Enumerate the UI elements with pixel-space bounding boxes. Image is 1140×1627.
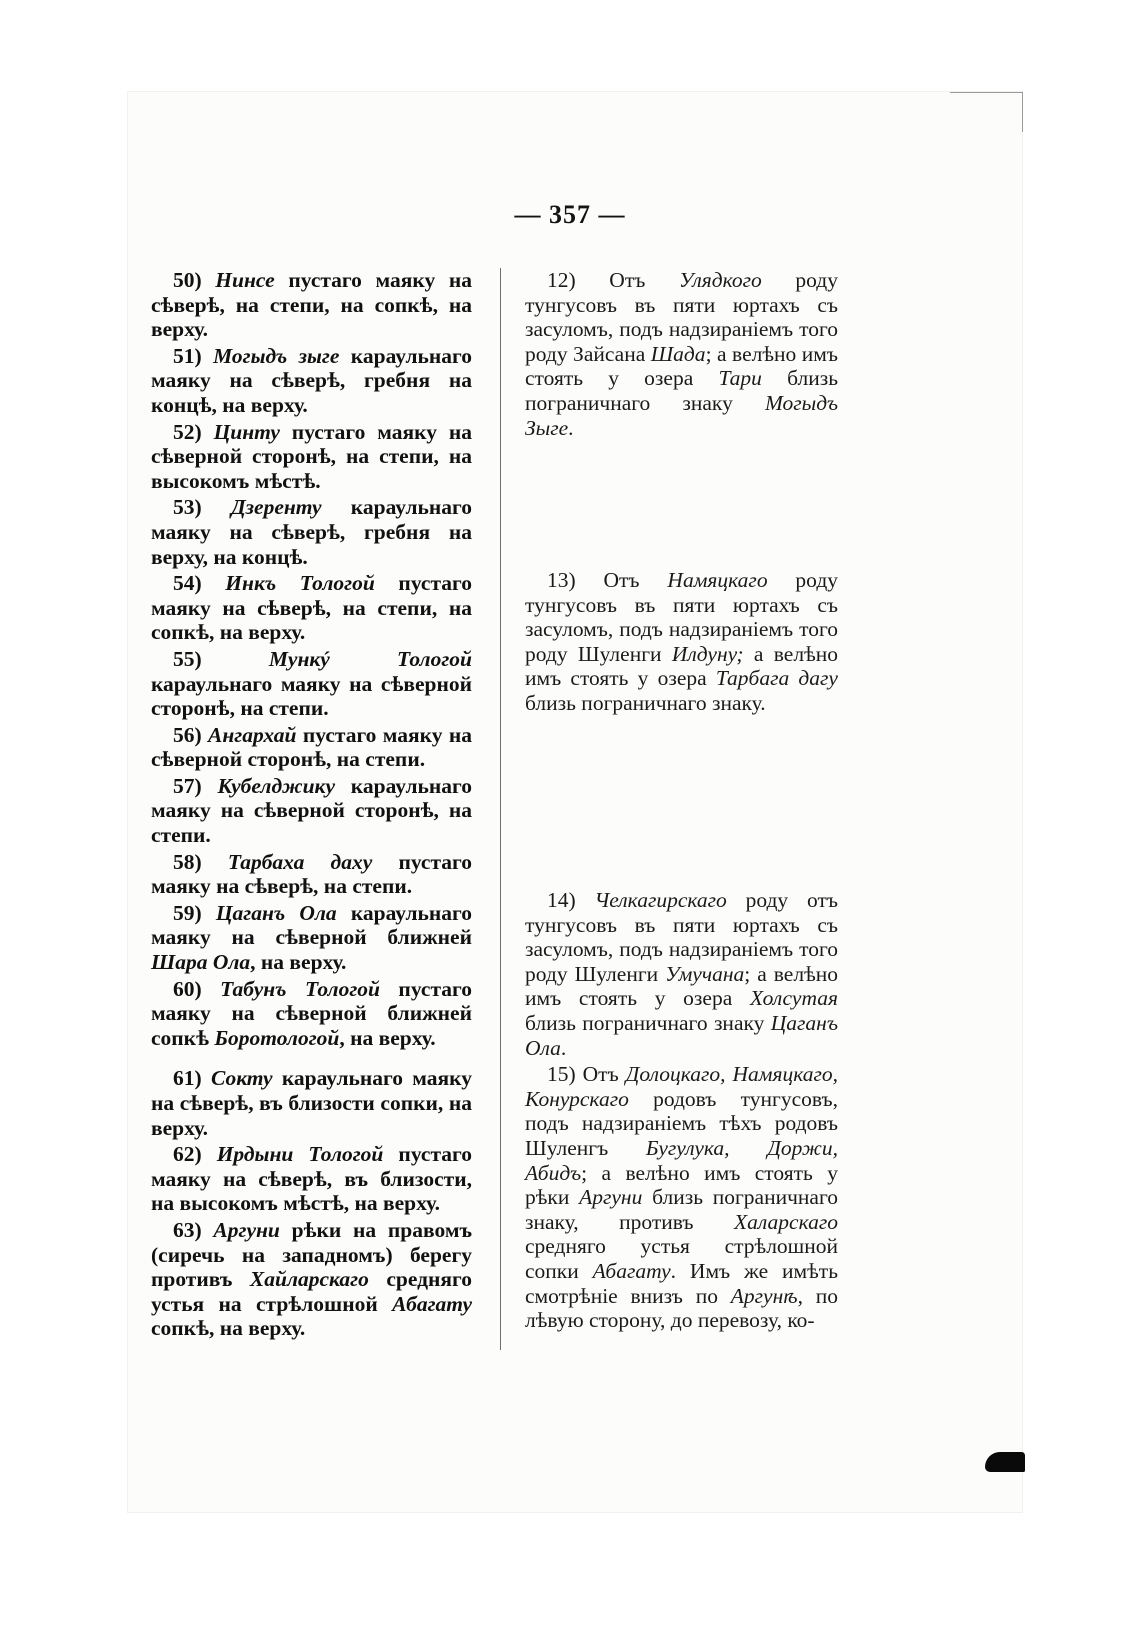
page-edge-line — [1022, 92, 1023, 132]
entry-51: 51) Могыдъ зыге караульнаго маяку на сѣверѣ, гребня на концѣ, на верху. — [151, 343, 472, 417]
entry-63: 63) Аргуни рѣки на правомъ (сиречь на западномъ) берегу противъ Хайларскаго средняго устья на стрѣлошной Абагату сопкѣ, на верху. — [151, 1217, 472, 1341]
entry-14: 14) Челкагирскаго роду отъ тунгусовъ въ пяти юртахъ съ засуломъ, подъ надзираніемъ того роду Шуленги Умучана; а велѣно имъ стоять у озера Холсутая близь пограничнаго знаку Цаганъ Ола. — [525, 888, 839, 1060]
entry-58: 58) Тарбаха даху пустаго маяку на сѣверѣ, на степи. — [151, 849, 473, 899]
right-entries-14-15 — [525, 888, 838, 1335]
entry-15: 15) Отъ Долоцкаго, Намяцкаго, Конурскаго родовъ тунгусовъ, подъ надзираніемъ тѣхъ родовъ Шуленгъ Бугулука, Доржи, Абидъ; а велѣно имъ стоять у рѣки Аргуни близь пограничнаго знаку, противъ Халарскаго средняго устья стрѣлошной сопки Абагату. Имъ же имѣть смотрѣніе внизъ по Аргунѣ, по лѣвую сторону, до перевозу, ко- — [525, 1062, 838, 1333]
column-divider — [500, 268, 501, 1350]
entry-50: 50) Нинсе пустаго маяку на сѣверѣ, на степи, на сопкѣ, на верху. — [151, 268, 473, 342]
entry-53: 53) Дзеренту караульнаго маяку на сѣверѣ, гребня на верху, на концѣ. — [151, 495, 472, 569]
entry-61: 61) Сокту караульнаго маяку на сѣверѣ, въ близости сопки, на верху. — [151, 1066, 473, 1140]
right-entry-13 — [525, 568, 838, 718]
left-column — [151, 268, 472, 1343]
page-number: — 357 — — [514, 200, 626, 229]
entry-55: 55) Мункý Тологой караульнаго маяку на сѣверной сторонѣ, на степи. — [151, 646, 472, 721]
entry-57: 57) Кубелджику караульнаго маяку на сѣверной сторонѣ, на степи. — [151, 773, 472, 848]
ink-smudge — [985, 1452, 1025, 1472]
page-edge-line — [950, 92, 1022, 93]
entry-54: 54) Инкъ Тологой пустаго маяку на сѣверѣ, на степи, на сопкѣ, на верху. — [151, 571, 473, 645]
entry-12: 12) Отъ Улядкого роду тунгусовъ въ пяти юртахъ съ засуломъ, подъ надзираніемъ того роду Зайсана Шада; а велѣно имъ стоять у озера Тари близь пограничнаго знаку Могыдъ Зыге. — [525, 268, 839, 440]
right-entry-12 — [525, 268, 838, 442]
entry-62: 62) Ирдыни Тологой пустаго маяку на сѣверѣ, въ близости, на высокомъ мѣстѣ, на верху. — [151, 1142, 473, 1216]
entry-59: 59) Цаганъ Ола караульнаго маяку на сѣверной ближней Шара Ола, на верху. — [151, 900, 473, 975]
entry-52: 52) Цинту пустаго маяку на сѣверной сторонѣ, на степи, на высокомъ мѣстѣ. — [151, 419, 473, 493]
entry-56: 56) Ангархай пустаго маяку на сѣверной сторонѣ, на степи. — [151, 722, 472, 772]
entry-13: 13) Отъ Намяцкаго роду тунгусовъ въ пяти юртахъ съ засуломъ, подъ надзираніемъ того роду Шуленги Илдуну; а велѣно имъ стоять у озера Тарбага дагу близь пограничнаго знаку. — [525, 568, 839, 715]
entry-60: 60) Табунъ Тологой пустаго маяку на сѣверной ближней сопкѣ Боротологой, на верху. — [151, 976, 473, 1050]
